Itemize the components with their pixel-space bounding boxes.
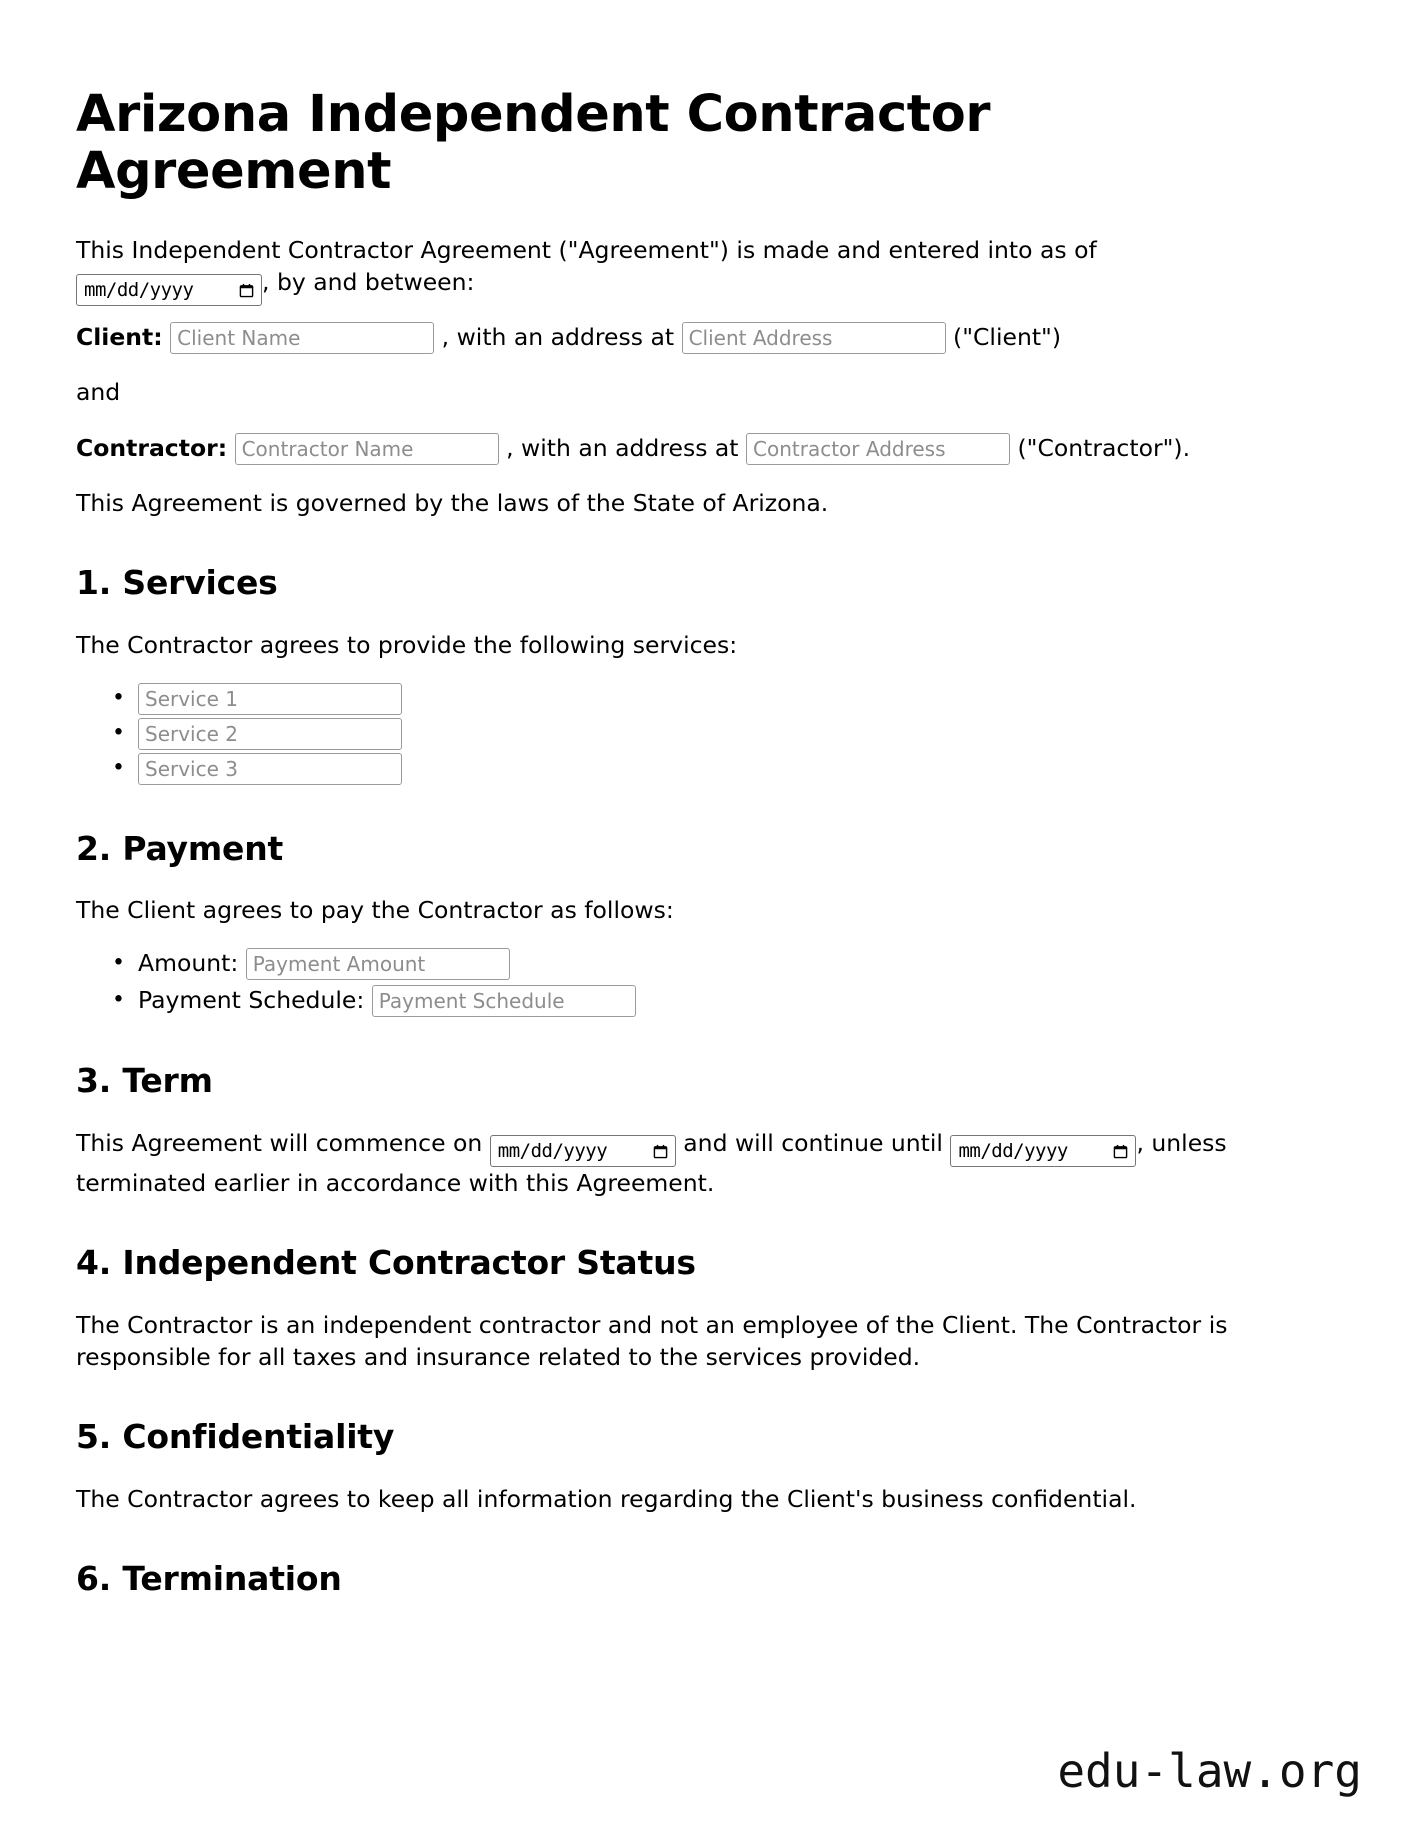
- term-start-date-placeholder: mm/dd/yyyy: [497, 1140, 608, 1163]
- section-heading-services: 1. Services: [76, 562, 278, 602]
- term-paragraph: [76, 1127, 1321, 1199]
- contractor-line: [76, 431, 1340, 465]
- calendar-icon: [239, 283, 254, 298]
- list-item: [138, 683, 1340, 715]
- section-heading-confidentiality: 5. Confidentiality: [76, 1417, 395, 1457]
- client-label: Client:: [76, 323, 163, 352]
- payment-schedule-input[interactable]: [372, 985, 636, 1017]
- section-heading-independent-contractor-status: 4. Independent Contractor Status: [76, 1243, 696, 1283]
- list-item: [138, 753, 1340, 785]
- list-item: [138, 718, 1340, 750]
- client-line: [76, 320, 1340, 354]
- term-text-between-dates: and will continue until: [683, 1129, 943, 1158]
- term-end-date-placeholder: mm/dd/yyyy: [958, 1140, 1068, 1163]
- payment-amount-label: Amount:: [138, 949, 239, 978]
- agreement-date-input[interactable]: [76, 274, 262, 306]
- contractor-suffix-text: ("Contractor").: [1017, 433, 1191, 462]
- confidentiality-body: The Contractor agrees to keep all information regarding the Client's business confidential.: [76, 1484, 1137, 1513]
- service-2-input[interactable]: [138, 718, 402, 750]
- services-intro-text: The Contractor agrees to provide the following services:: [76, 630, 738, 659]
- page-title: Arizona Independent Contractor Agreement: [76, 85, 991, 202]
- list-item: [138, 948, 1340, 980]
- contractor-label: Contractor:: [76, 433, 228, 462]
- contractor-name-input[interactable]: [235, 433, 499, 465]
- section-heading-term: 3. Term: [76, 1061, 213, 1101]
- agreement-date-placeholder: mm/dd/yyyy: [84, 279, 194, 302]
- term-text-after-end: , unless terminated earlier in accordance with this Agreement.: [76, 1129, 1227, 1198]
- service-1-input[interactable]: [138, 683, 402, 715]
- section-heading-termination: 6. Termination: [76, 1559, 342, 1598]
- governing-law-text: This Agreement is governed by the laws of the State of Arizona.: [76, 488, 829, 517]
- client-address-prefix: , with an address at: [441, 323, 675, 352]
- payment-intro-text: The Client agrees to pay the Contractor as follows:: [76, 896, 674, 925]
- service-3-input[interactable]: [138, 753, 402, 785]
- client-suffix-text: ("Client"): [953, 323, 1062, 352]
- list-item: [138, 985, 1340, 1017]
- term-end-date-input[interactable]: [950, 1135, 1136, 1167]
- client-name-input[interactable]: [170, 322, 434, 354]
- independent-contractor-status-body: The Contractor is an independent contractor and not an employee of the Client. The Contractor is responsible for all taxes and insurance related to the services provided.: [76, 1310, 1228, 1372]
- payment-amount-input[interactable]: [246, 948, 510, 980]
- payment-schedule-label: Payment Schedule:: [138, 986, 365, 1015]
- watermark: edu-law.org: [1057, 1744, 1362, 1798]
- term-start-date-input[interactable]: [490, 1135, 676, 1167]
- payment-list: [76, 948, 1340, 1017]
- section-heading-payment: 2. Payment: [76, 828, 284, 868]
- and-text: and: [76, 378, 121, 407]
- calendar-icon: [653, 1144, 668, 1159]
- intro-lead-paragraph: [76, 234, 1321, 306]
- term-text-before-start: This Agreement will commence on: [76, 1129, 483, 1158]
- contractor-address-input[interactable]: [746, 433, 1010, 465]
- intro-lead-text: This Independent Contractor Agreement ("Agreement") is made and entered into as of: [76, 236, 1097, 265]
- calendar-icon: [1113, 1144, 1128, 1159]
- client-address-input[interactable]: [682, 322, 946, 354]
- after-date-text: , by and between:: [262, 268, 475, 297]
- contractor-address-prefix: , with an address at: [506, 433, 739, 462]
- services-list: [76, 683, 1340, 785]
